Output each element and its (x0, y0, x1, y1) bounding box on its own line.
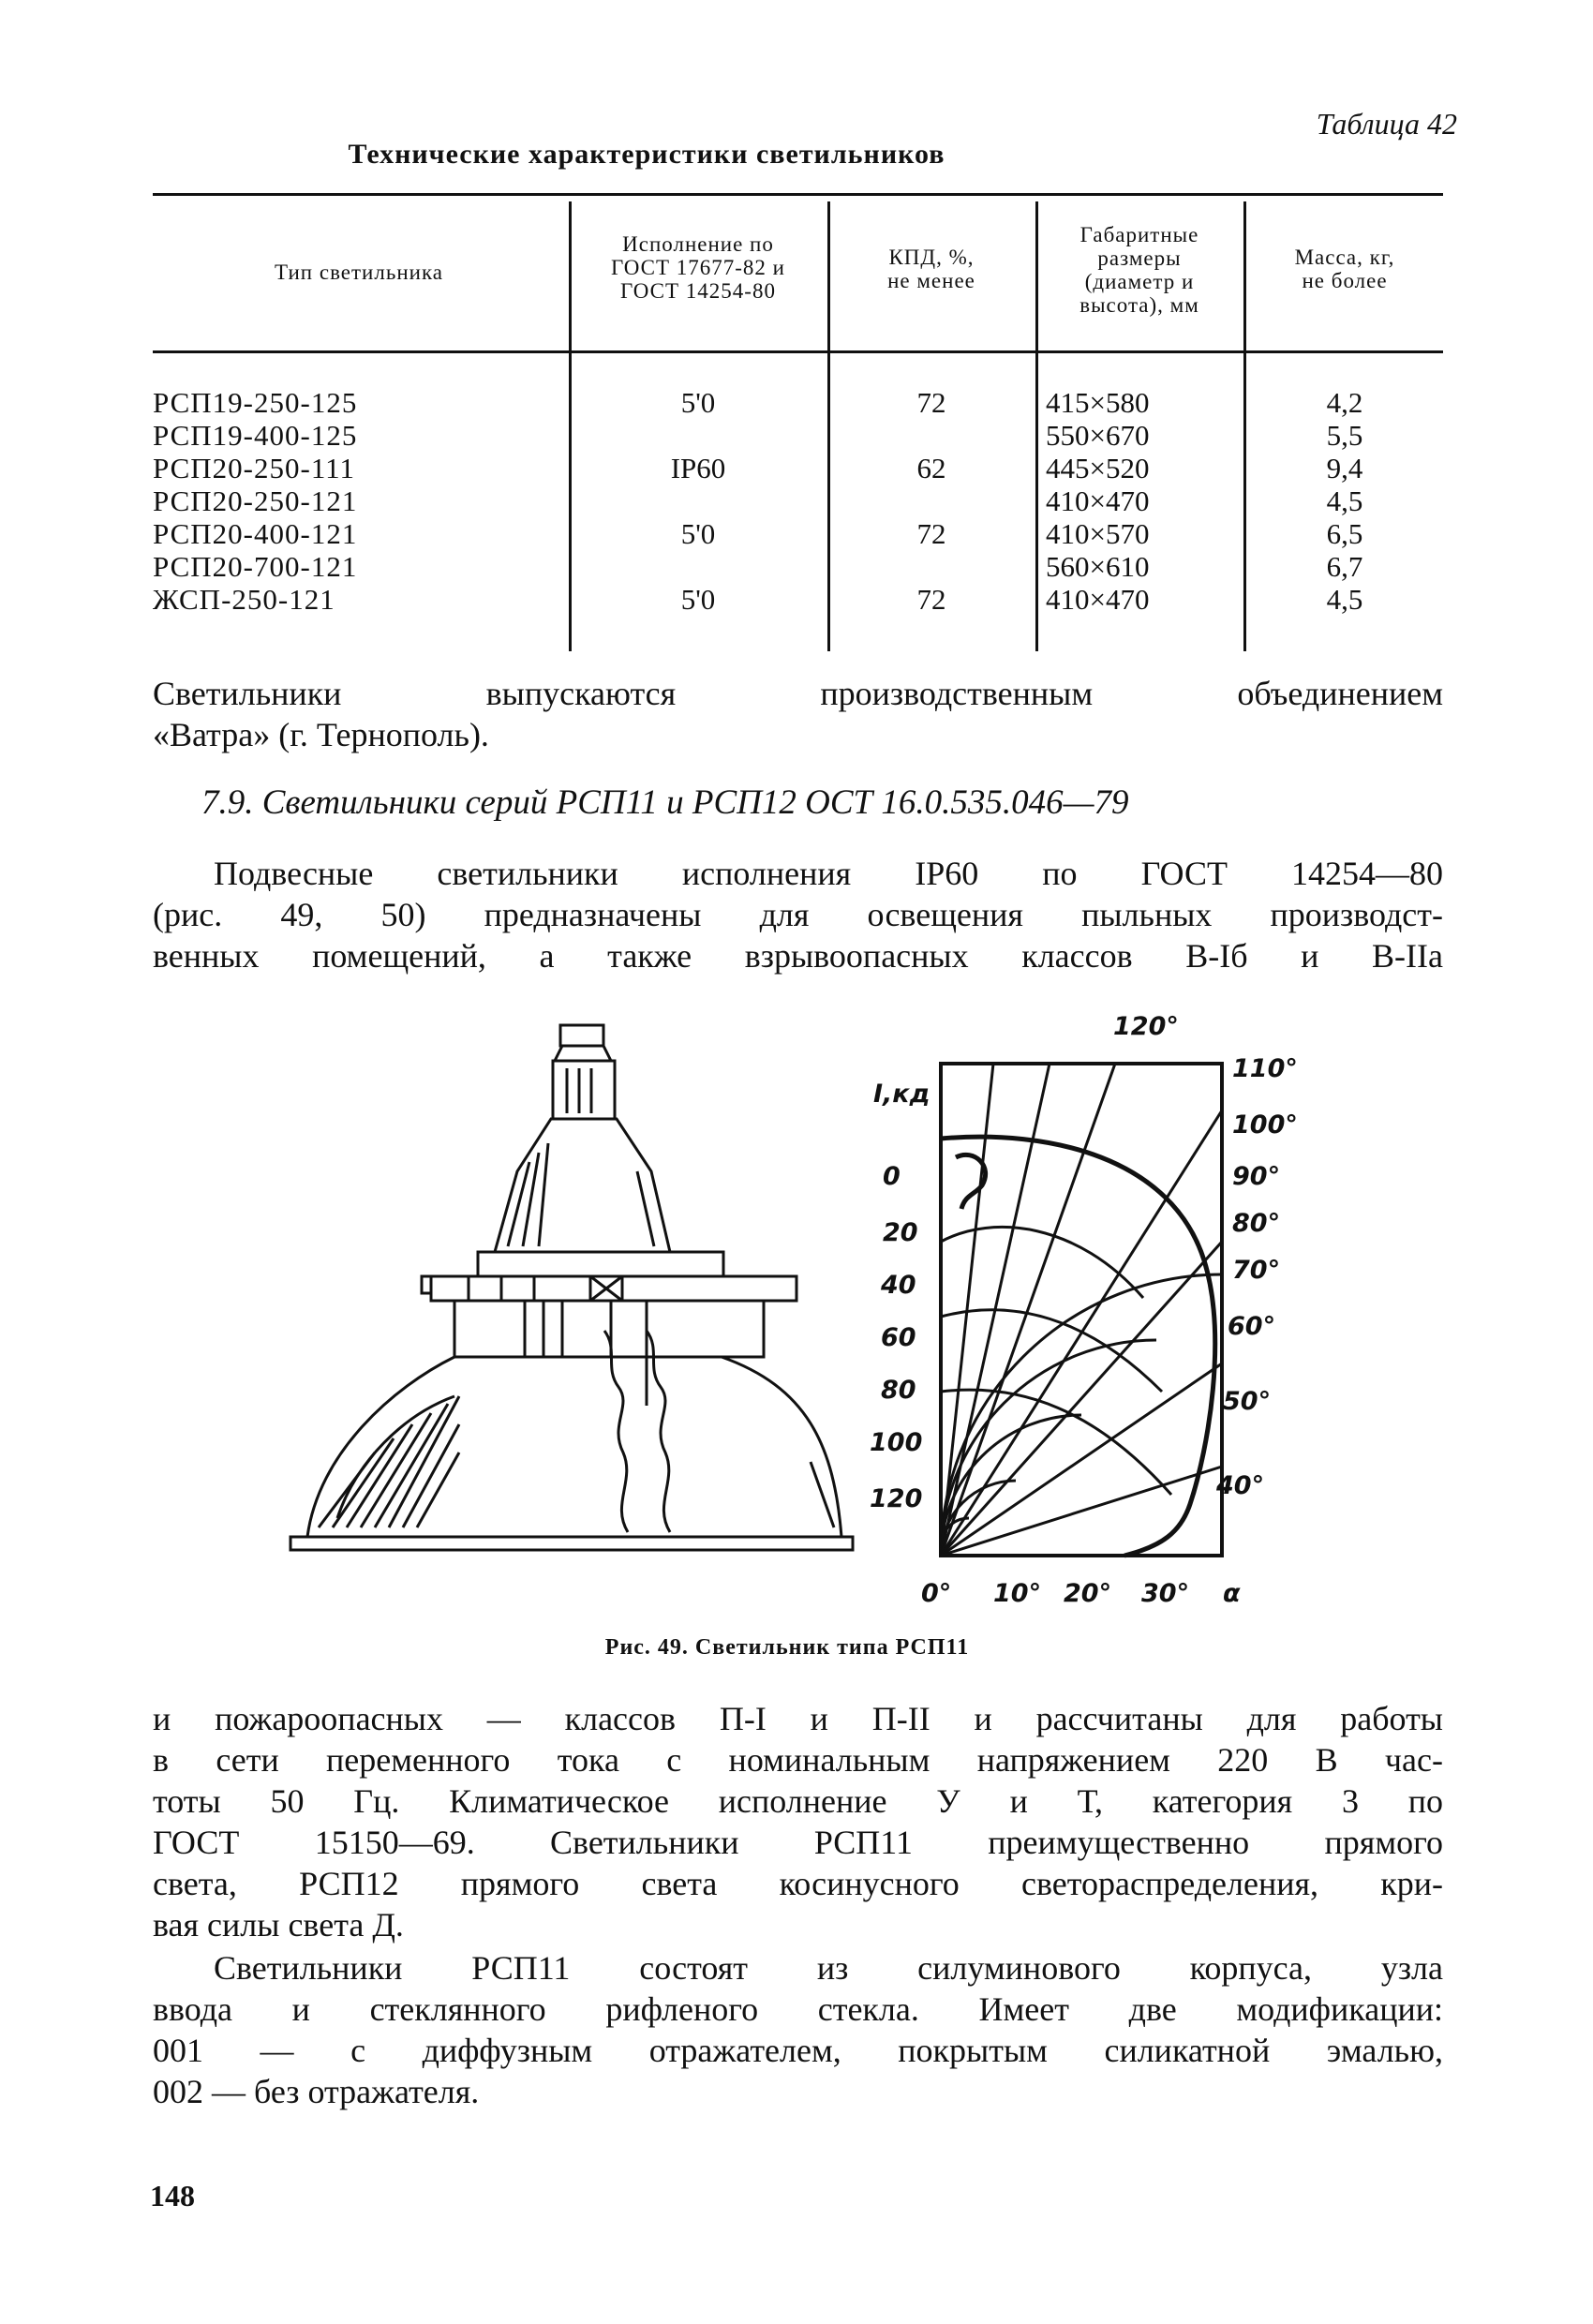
table-cell: 415×580 (1046, 386, 1150, 419)
paragraph-specification: и пожароопасных — классов П-I и П-II и рассчитаны для работы в сети переменного тока с номинальным напряжением 220 В час- тоты 50 Гц. Климатическое исполнение У и Т, категория 3 по ГОСТ 15150—69. Светильники РСП11 преимущественно прямого света, РСП12 прямого света косинусного светораспределения, кри- вая силы света Д. (153, 1700, 1443, 1944)
column-type (153, 386, 565, 616)
table-cell: 62 (916, 452, 946, 484)
header-mass: Масса, кг, не более (1294, 246, 1395, 292)
table-number: Таблица 42 (1316, 107, 1457, 141)
y-tick: 100 (870, 1428, 923, 1457)
table-cell (830, 419, 1033, 452)
header-kpd: КПД, %, не менее (887, 246, 975, 292)
x-label: 20° (1064, 1579, 1112, 1608)
paragraph-manufacturer: Светильники выпускаются производственным объединением «Ватра» (г. Тернополь). (153, 675, 1443, 753)
table-cell: 445×520 (1046, 452, 1150, 484)
paragraph-intro: Подвесные светильники исполнения IP60 по ГОСТ 14254—80 (рис. 49, 50) предназначены для освещения пыльных производст- венных помещений, а также взрывоопасных классов В-Iб и В-IIа (153, 855, 1443, 975)
table-cell: РСП20-700-121 (153, 550, 358, 583)
table-cell: 9,4 (1326, 452, 1363, 484)
table-cell: 5,5 (1326, 419, 1363, 452)
table-title: Технические характеристики светильников (348, 139, 945, 170)
angle-label: 110° (1232, 1054, 1298, 1083)
table-cell: РСП20-250-121 (153, 484, 358, 517)
angle-label: 80° (1232, 1209, 1281, 1238)
table-top-rule (153, 193, 1443, 196)
x-label: 0° (921, 1579, 952, 1608)
y-tick: 60 (881, 1323, 916, 1352)
table-cell: 4,2 (1326, 386, 1363, 419)
table-cell (830, 484, 1033, 517)
header-execution: Исполнение по ГОСТ 17677-82 и ГОСТ 14254-80 (611, 232, 785, 303)
table-cell: 550×670 (1046, 419, 1150, 452)
angle-label: 50° (1223, 1387, 1272, 1416)
table-cell (572, 550, 825, 583)
table-cell: 5'0 (680, 517, 716, 550)
table-cell: 6,5 (1326, 517, 1363, 550)
x-label: 30° (1141, 1579, 1190, 1608)
angle-label: 100° (1232, 1110, 1298, 1140)
y-tick: 40 (881, 1271, 916, 1300)
page-number: 148 (150, 2179, 195, 2212)
table-cell (572, 419, 825, 452)
y-tick: 0 (883, 1162, 901, 1191)
table-cell (830, 550, 1033, 583)
table-cell: РСП20-250-111 (153, 452, 356, 484)
header-type: Тип светильника (275, 261, 443, 284)
table-cell: 6,7 (1326, 550, 1363, 583)
table-cell: IP60 (670, 452, 726, 484)
column-mass (1246, 386, 1443, 616)
header-dimensions: Габаритные размеры (диаметр и высота), мм (1079, 223, 1199, 317)
table-cell: 72 (916, 386, 946, 419)
table-cell: ЖСП-250-121 (153, 583, 335, 616)
table-cell: РСП19-400-125 (153, 419, 358, 452)
table-cell: РСП19-250-125 (153, 386, 358, 419)
light-distribution-diagram (937, 1054, 1237, 1560)
angle-label: 120° (1113, 1012, 1179, 1041)
y-axis-label: I,кд (873, 1080, 930, 1109)
column-kpd (830, 386, 1033, 616)
x-label: α (1223, 1579, 1241, 1608)
paragraph-construction: Светильники РСП11 состоят из силуминового корпуса, узла ввода и стеклянного рифленого стекла. Имеет две модификации: 001 — с диффузным отражателем, покрытым силикатной эмалью, 002 — без отражателя. (153, 1949, 1443, 2110)
table-cell: 5'0 (680, 386, 716, 419)
y-tick: 20 (883, 1218, 918, 1247)
section-heading: 7.9. Светильники серий РСП11 и РСП12 ОСТ 16.0.535.046—79 (201, 783, 1129, 822)
table-cell: 410×570 (1046, 517, 1150, 550)
table-cell: 560×610 (1046, 550, 1150, 583)
table-header-rule (153, 350, 1443, 353)
table-cell: 410×470 (1046, 583, 1150, 616)
table-cell: 4,5 (1326, 484, 1363, 517)
angle-label: 40° (1216, 1471, 1265, 1500)
table-cell: 4,5 (1326, 583, 1363, 616)
x-label: 10° (993, 1579, 1042, 1608)
y-tick: 120 (870, 1484, 923, 1513)
angle-label: 70° (1232, 1256, 1281, 1285)
table-cell: 5'0 (680, 583, 716, 616)
luminaire-drawing (281, 1012, 862, 1574)
table-cell: 410×470 (1046, 484, 1150, 517)
column-execution (572, 386, 825, 616)
table-cell (572, 484, 825, 517)
figure-caption: Рис. 49. Светильник типа РСП11 (604, 1635, 970, 1660)
table-cell: 72 (916, 583, 946, 616)
angle-label: 60° (1228, 1312, 1276, 1341)
y-tick: 80 (881, 1376, 916, 1405)
angle-label: 90° (1232, 1162, 1281, 1191)
column-dimensions (1046, 386, 1239, 616)
table-cell: РСП20-400-121 (153, 517, 358, 550)
table-cell: 72 (916, 517, 946, 550)
